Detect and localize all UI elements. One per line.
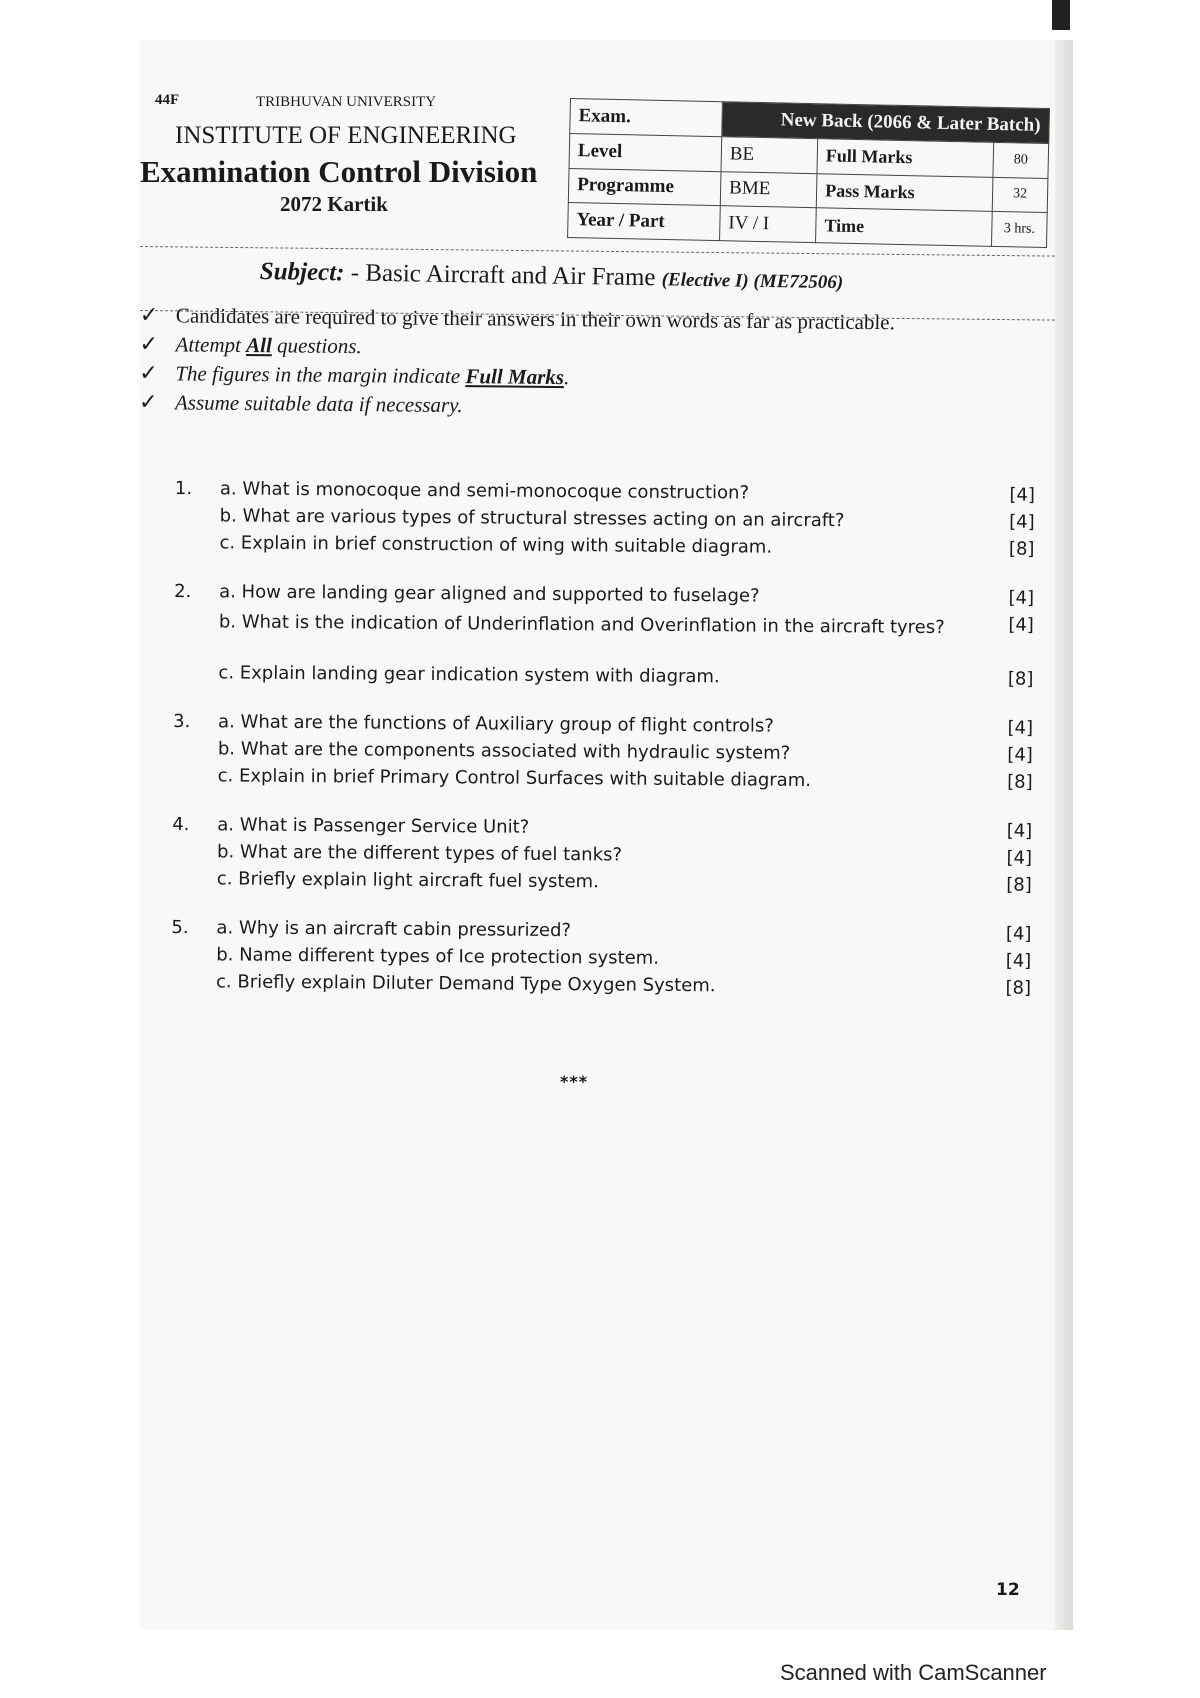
scan-corner-mark xyxy=(1052,0,1070,30)
instruction-text: Attempt All questions. xyxy=(175,332,362,359)
programme-label: Programme xyxy=(568,168,721,206)
marks: [4] xyxy=(1008,614,1034,636)
question-2 xyxy=(173,581,1034,696)
question-number: 4. xyxy=(172,813,190,836)
question-part: a. What is Passenger Service Unit? [4] xyxy=(217,814,1033,842)
question-part: b. What are various types of structural stresses acting on an aircraft? [4] xyxy=(219,505,1035,533)
question-number: 5. xyxy=(171,916,189,939)
question-number: 2. xyxy=(174,580,192,603)
exam-session: 2072 Kartik xyxy=(280,192,388,216)
end-of-paper-mark: *** xyxy=(560,1072,589,1091)
subject-elective-code: (Elective I) (ME72506) xyxy=(661,269,844,294)
question-part: b. What are the components associated with hydraulic system? [4] xyxy=(217,738,1033,766)
marks: [4] xyxy=(1006,820,1033,842)
question-number: 1. xyxy=(174,478,193,500)
level-value: BE xyxy=(721,136,818,173)
instruction-text: The figures in the margin indicate Full Marks. xyxy=(175,361,570,390)
institute-name: INSTITUTE OF ENGINEERING xyxy=(175,122,517,149)
marks: [4] xyxy=(1008,587,1035,609)
check-icon: ✓ xyxy=(138,388,158,415)
question-1 xyxy=(174,478,1035,566)
marks: [8] xyxy=(1005,977,1032,999)
instruction-text: Candidates are required to give their answers in their own words as far as practicable. xyxy=(175,303,895,335)
marks: [8] xyxy=(1007,771,1033,793)
university-name: TRIBHUVAN UNIVERSITY xyxy=(256,94,437,110)
question-part: a. How are landing gear aligned and supported to fuselage? [4] xyxy=(219,581,1035,609)
programme-value: BME xyxy=(720,171,817,208)
question-4 xyxy=(172,814,1033,902)
instruction-text: Assume suitable data if necessary. xyxy=(174,390,463,418)
time-label: Time xyxy=(816,208,993,246)
emphasis-full-marks: Full Marks xyxy=(465,364,565,390)
pass-marks-label: Pass Marks xyxy=(816,173,993,211)
scanner-watermark: Scanned with CamScanner xyxy=(780,1660,1047,1685)
question-part: b. What is the indication of Underinflation and Overinflation in the aircraft tyres? [4] xyxy=(218,611,1034,639)
marks: [4] xyxy=(1005,950,1032,972)
marks: [4] xyxy=(1009,511,1035,533)
page-number: 12 xyxy=(996,1580,1020,1600)
marks: [4] xyxy=(1005,923,1032,945)
check-icon: ✓ xyxy=(139,359,158,386)
marks: [4] xyxy=(1009,484,1035,506)
question-number: 3. xyxy=(173,710,191,733)
marks: [8] xyxy=(1007,668,1034,690)
year-part-label: Year / Part xyxy=(568,203,721,241)
full-marks-label: Full Marks xyxy=(817,138,994,176)
question-5 xyxy=(171,917,1032,1005)
subject-title: - Basic Aircraft and Air Frame xyxy=(344,259,656,292)
exam-info-table xyxy=(567,98,1050,248)
marks: [4] xyxy=(1007,717,1034,739)
pass-marks-value: 32 xyxy=(992,177,1048,213)
marks: [4] xyxy=(1007,744,1033,766)
full-marks-value: 80 xyxy=(993,142,1049,178)
level-label: Level xyxy=(569,133,722,171)
question-part: c. Explain in brief construction of wing with suitable diagram. [8] xyxy=(219,532,1035,560)
question-part: c. Explain landing gear indication system with diagram. [8] xyxy=(218,662,1034,690)
marks: [8] xyxy=(1006,874,1032,896)
question-part: a. What are the functions of Auxiliary group of flight controls? [4] xyxy=(218,711,1034,739)
question-part: b. Name different types of Ice protection system. [4] xyxy=(216,944,1032,972)
subject-label: Subject: xyxy=(259,258,345,287)
page-edge-shadow xyxy=(1055,40,1073,1630)
question-part: c. Explain in brief Primary Control Surfaces with suitable diagram. [8] xyxy=(217,765,1033,793)
check-icon: ✓ xyxy=(139,302,159,328)
question-part: c. Briefly explain light aircraft fuel system. [8] xyxy=(216,868,1032,896)
marks: [4] xyxy=(1006,847,1033,869)
division-name: Examination Control Division xyxy=(140,154,538,189)
year-part-value: IV / I xyxy=(720,206,817,243)
question-part: a. What is monocoque and semi-monocoque construction? [4] xyxy=(219,478,1035,506)
question-3 xyxy=(173,711,1034,799)
instructions-list xyxy=(139,302,1020,426)
exam-label: Exam. xyxy=(570,99,723,137)
emphasis-all: All xyxy=(246,333,272,358)
marks: [8] xyxy=(1008,538,1035,560)
questions-section xyxy=(171,478,1035,1027)
paper-code: 44F xyxy=(155,92,180,108)
check-icon: ✓ xyxy=(139,330,159,357)
question-part: a. Why is an aircraft cabin pressurized? [4] xyxy=(216,917,1032,945)
time-value: 3 hrs. xyxy=(991,212,1047,248)
question-part: b. What are the different types of fuel tanks? [4] xyxy=(216,841,1033,869)
question-part: c. Briefly explain Diluter Demand Type Oxygen System. [8] xyxy=(215,971,1032,999)
exam-value: New Back (2066 & Later Batch) xyxy=(722,102,1050,144)
